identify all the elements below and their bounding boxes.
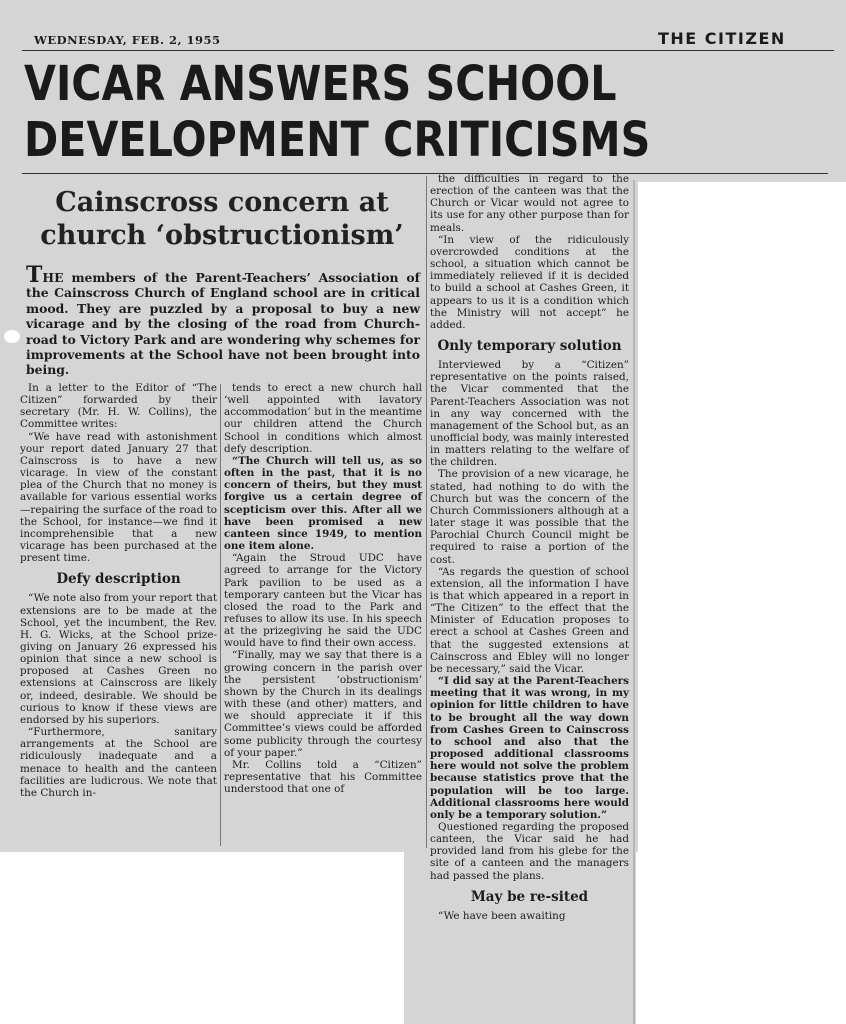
torn-hole xyxy=(4,330,20,343)
dateline: WEDNESDAY, FEB. 2, 1955 xyxy=(34,33,221,47)
section-subhead: Only temporary solution xyxy=(437,338,622,355)
paragraph: tends to erect a new church hall ‘well appointed with lavatory accommodation’ but in the meantime our children attend the Church School in conditions which almost defy description. xyxy=(224,382,422,455)
paragraph: “We have been awaiting xyxy=(438,909,566,922)
paragraph: Questioned regarding the proposed canteen, the Vicar said he had provided land from his glebe for the site of a canteen and the managers had passed the plans. xyxy=(430,820,629,882)
paragraph: Interviewed by a “Citizen” representative on the points raised, the Vicar commented that the Parent-Teachers Association was not in any way concerned with the management of the School but, as an unofficial body, was mainly interested in matters relating to the welfare of the children. xyxy=(430,359,630,469)
article-column-3 xyxy=(430,173,629,922)
paragraph: “Finally, may we say that there is a growing concern in the parish over the persistent ‘obstructionism’ shown by the Church in its dealings with these (and other) matters, and we should appreciate it if this Committee’s views could be afforded some publicity through the courtesy of your paper.” xyxy=(224,649,422,759)
article-column-2 xyxy=(224,382,422,795)
newspaper-name: THE CITIZEN xyxy=(658,29,786,48)
column-rule-2 xyxy=(426,176,427,848)
paragraph-bold: “I did say at the Parent-Teachers meeting that it was wrong, in my opinion for little children to have to be brought all the way down from Cashes Green to Cainscross to school and also that the proposed additional classrooms here would not solve the problem because statistics prove that the population will be too large. Additional classrooms here would only be a temporary solution.” xyxy=(430,675,629,821)
paragraph: the difficulties in regard to the erection of the canteen was that the Church or Vicar would not agree to its use for any other purpose than for meals. xyxy=(430,173,629,234)
clipping-edge xyxy=(633,180,635,1024)
drop-cap: T xyxy=(26,262,43,288)
paragraph: “Furthermore, sanitary arrangements at the School are ridiculously inadequate and a menace to health and the canteen facilities are ludicrous. We note that the Church in- xyxy=(20,726,217,799)
headline-line-2: DEVELOPMENT CRITICISMS xyxy=(24,112,651,168)
sub-headline: Cainscross concern at church ‘obstructionism’ xyxy=(40,187,404,251)
lead-paragraph xyxy=(26,262,420,378)
headline-line-1: VICAR ANSWERS SCHOOL xyxy=(24,56,617,112)
paragraph: “We note also from your report that extensions are to be made at the School, yet the incumbent, the Rev. H. G. Wicks, at the School prize-giving on January 26 expressed his opinion that since a new school is proposed at Cashes Green no extensions at Cainscross are likely or, indeed, desirable. We should be curious to know if these views are endorsed by his superiors. xyxy=(20,592,217,726)
paragraph: The provision of a new vicarage, he stated, had nothing to do with the Church but was the concern of the Church Commissioners although at a later stage it was possible that the Parochial Church Council might be required to raise a portion of the cost. xyxy=(430,468,629,566)
paragraph: “In view of the ridiculously overcrowded conditions at the school, a situation which cannot be immediately relieved if it is decided to build a school at Cashes Green, it appears to us it is a condition which the Ministry will not accept” he added. xyxy=(430,233,629,331)
masthead-rule xyxy=(22,50,834,51)
paragraph: “We have read with astonishment your report dated January 27 that Cainscross is to have a new vicarage. In view of the constant plea of the Church that no money is available for various essential works—repairing the surface of the road to the School, for instance—we find it incomprehensible that a new vicarage has been purchased at the present time. xyxy=(20,430,217,565)
section-subhead: Defy description xyxy=(56,571,181,588)
paragraph: “Again the Stroud UDC have agreed to arrange for the Victory Park pavilion to be used as a temporary canteen but the Vicar has closed the road to the Park and refuses to allow its use. In his speech at the prizegiving he said the UDC would have to find their own access. xyxy=(224,552,422,650)
headline-rule xyxy=(22,173,828,174)
paragraph: “As regards the question of school extension, all the information I have is that which appeared in a report in “The Citizen” to the effect that the Minister of Education proposes to erect a school at Cashes Green and that the suggested extensions at Cainscross and Ebley will no longer be necessary,” said the Vicar. xyxy=(430,565,629,675)
paragraph: In a letter to the Editor of “The Citizen” forwarded by their secretary (Mr. H. W. Collins), the Committee writes: xyxy=(20,382,217,431)
column-rule-1 xyxy=(220,384,221,846)
paragraph: Mr. Collins told a “Citizen” representative that his Committee understood that one of xyxy=(224,758,422,796)
article-column-1 xyxy=(20,382,217,799)
lead-text: HE members of the Parent-Teachers’ Association of the Cainscross Church of England school are in critical mood. They are puzzled by a proposal to buy a new vicarage and by the closing of the road from Church-road to Victory Park and are wondering why schemes for improvements at the School have not been brought into being. xyxy=(26,270,420,378)
section-subhead: May be re-sited xyxy=(470,888,589,905)
paragraph-bold: “The Church will tell us, as so often in the past, that it is no concern of theirs, but they must forgive us a certain degree of scepticism over this. After all we have been promised a new canteen since 1949, to mention one item alone. xyxy=(224,454,422,553)
